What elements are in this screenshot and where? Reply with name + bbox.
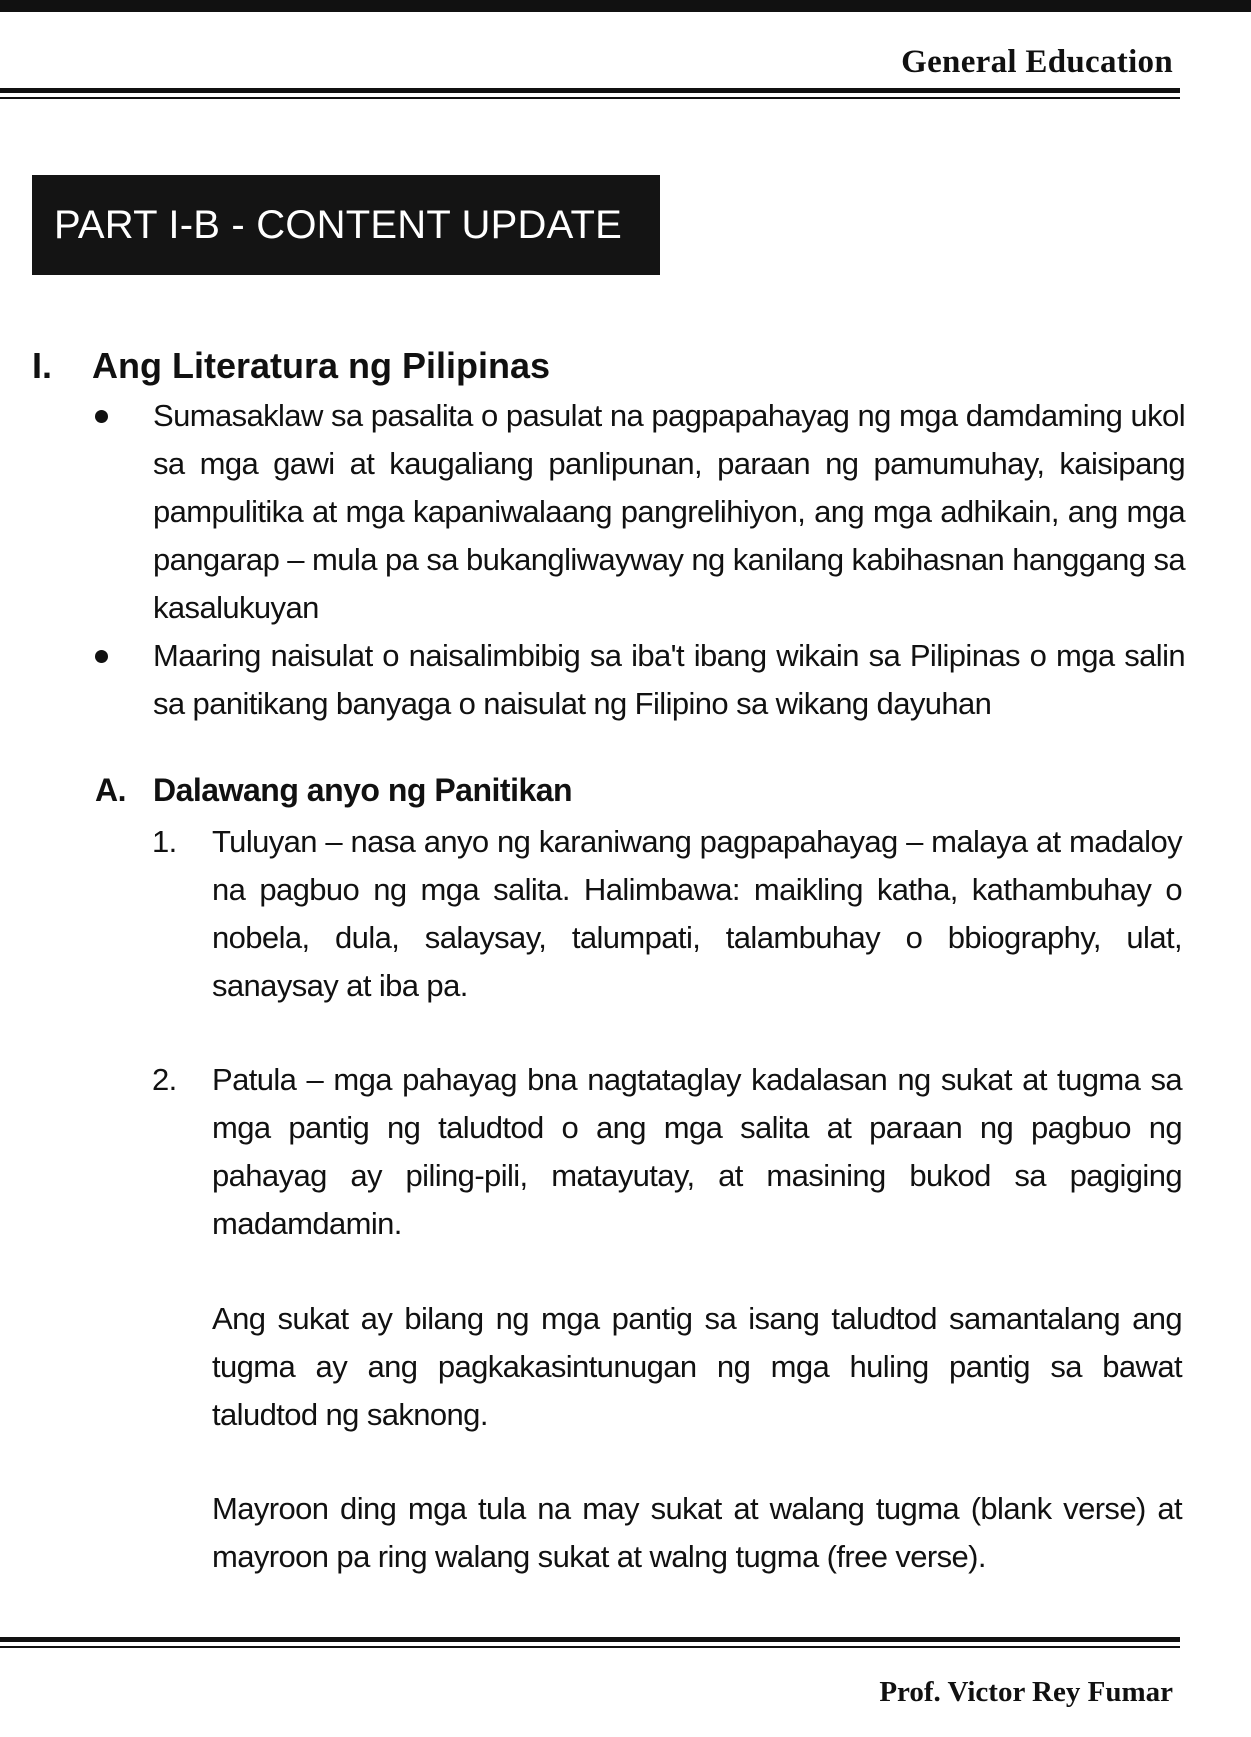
section-heading [32,345,550,387]
bullet-dot-icon [95,410,108,423]
bullet-text: Maaring naisulat o naisalimbibig sa iba't ibang wikain sa Pilipinas o mga salin sa panitikang banyaga o naisulat ng Filipino sa wikang dayuhan [153,638,1185,721]
numbered-item-1 [152,818,1182,1010]
subsection-heading [95,772,572,809]
header-title: General Education [901,44,1173,80]
bullet-text: Sumasaklaw sa pasalita o pasulat na pagpapahayag ng mga damdaming ukol sa mga gawi at kaugaliang panlipunan, paraan ng pamumuhay, kaisipang pampulitika at mga kapaniwalaang pangrelihiyon, ang mga adhikain, ang mga pangarap – mula pa sa bukangliwayway ng kanilang kabihasnan hanggang sa kasalukuyan [153,398,1185,625]
subsection-letter: A. [95,772,126,808]
footer-rule-thick [0,1637,1180,1642]
numbered-item-2 [152,1056,1182,1248]
bullet-dot-icon [95,650,108,663]
bullet-item [95,632,1185,728]
section-title: Ang Literatura ng Pilipinas [92,345,551,386]
paragraph-verse-types: Mayroon ding mga tula na may sukat at walang tugma (blank verse) at mayroon pa ring walang sukat at walng tugma (free verse). [212,1491,1182,1574]
subsection-title: Dalawang anyo ng Panitikan [153,772,573,808]
header-rule-thin [0,97,1180,99]
section-number: I. [32,345,53,386]
bullet-list [95,392,1185,728]
item-text: Tuluyan – nasa anyo ng karaniwang pagpapahayag – malaya at madaloy na pagbuo ng mga salita. Halimbawa: maikling katha, kathambuhay o nobela, dula, salaysay, talumpati, talambuhay o bbiography, ulat, sanaysay at iba pa. [212,824,1182,1003]
footer-rule-thin [0,1646,1180,1648]
header-rule-thick [0,88,1180,93]
bullet-item [95,392,1185,632]
item-number: 1. [152,824,177,859]
item-text: Patula – mga pahayag bna nagtataglay kadalasan ng sukat at tugma sa mga pantig ng taludtod o ang mga salita at paraan ng pagbuo ng pahayag ay piling-pili, matayutay, at masining bukod sa pagiging madamdamin. [212,1062,1182,1241]
paragraph-sukat-tugma: Ang sukat ay bilang ng mga pantig sa isang taludtod samantalang ang tugma ay ang pagkakasintunugan ng mga huling pantig sa bawat taludtod ng saknong. [212,1301,1182,1432]
top-border [0,0,1251,12]
footer-author: Prof. Victor Rey Fumar [879,1676,1173,1708]
item-number: 2. [152,1062,177,1097]
part-banner: PART I-B - CONTENT UPDATE [32,175,660,275]
